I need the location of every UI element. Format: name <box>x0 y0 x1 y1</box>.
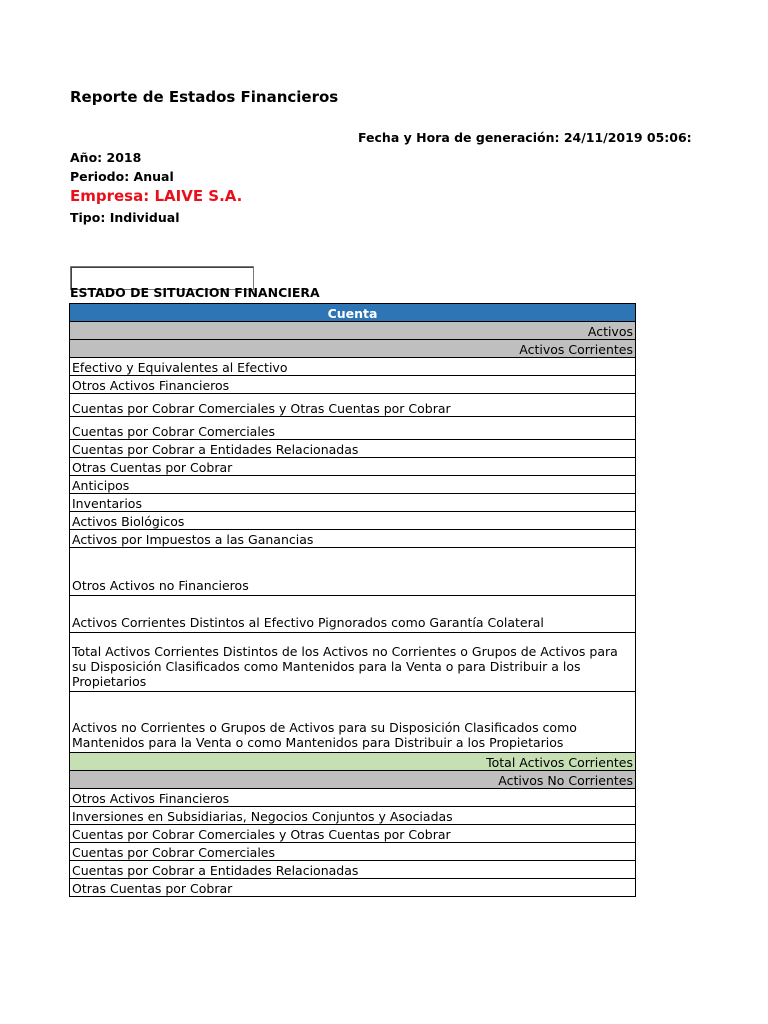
row-label: Total Activos Corrientes <box>70 753 636 771</box>
section-title: ESTADO DE SITUACION FINANCIERA <box>70 285 320 300</box>
table-row <box>70 376 636 394</box>
row-label: Total Activos Corrientes Distintos de los Activos no Corrientes o Grupos de Activos para su Disposición Clasificados como Mantenidos para la Venta o para Distribuir a los Propietarios <box>70 633 636 692</box>
period-label: Periodo: Anual <box>70 169 174 184</box>
row-label: Otras Cuentas por Cobrar <box>70 879 636 897</box>
report-title: Reporte de Estados Financieros <box>70 88 339 106</box>
table-row <box>70 476 636 494</box>
row-label: Inventarios <box>70 494 636 512</box>
type-label: Tipo: Individual <box>70 210 180 225</box>
table-row <box>70 358 636 376</box>
row-label: Cuentas por Cobrar Comerciales y Otras Cuentas por Cobrar <box>70 825 636 843</box>
table-row <box>70 879 636 897</box>
table-row-total <box>70 753 636 771</box>
row-label: Activos Biológicos <box>70 512 636 530</box>
row-label: Activos Corrientes Distintos al Efectivo Pignorados como Garantía Colateral <box>70 596 636 633</box>
row-label: Otros Activos Financieros <box>70 789 636 807</box>
table-row <box>70 494 636 512</box>
table-row <box>70 825 636 843</box>
table-row <box>70 596 636 633</box>
table-header-row <box>70 304 636 322</box>
row-label: Activos no Corrientes o Grupos de Activos para su Disposición Clasificados como Mantenidos para la Venta o como Mantenidos para Distribuir a los Propietarios <box>70 692 636 753</box>
table-row <box>70 771 636 789</box>
table-row <box>70 512 636 530</box>
row-label: Cuentas por Cobrar a Entidades Relacionadas <box>70 861 636 879</box>
row-label: Activos Corrientes <box>70 340 636 358</box>
financial-table <box>69 303 636 897</box>
row-label: Activos <box>70 322 636 340</box>
table-row <box>70 633 636 692</box>
row-label: Inversiones en Subsidiarias, Negocios Conjuntos y Asociadas <box>70 807 636 825</box>
table-row <box>70 807 636 825</box>
table-row <box>70 548 636 596</box>
table-row <box>70 394 636 417</box>
table-row <box>70 861 636 879</box>
row-label: Cuentas por Cobrar a Entidades Relacionadas <box>70 440 636 458</box>
table-row <box>70 458 636 476</box>
table-row <box>70 530 636 548</box>
row-label: Efectivo y Equivalentes al Efectivo <box>70 358 636 376</box>
table-row <box>70 322 636 340</box>
table-row <box>70 440 636 458</box>
row-label: Cuentas por Cobrar Comerciales <box>70 843 636 861</box>
row-label: Cuentas por Cobrar Comerciales y Otras Cuentas por Cobrar <box>70 394 636 417</box>
table-row <box>70 417 636 440</box>
year-label: Año: 2018 <box>70 150 142 165</box>
row-label: Activos por Impuestos a las Ganancias <box>70 530 636 548</box>
table-row <box>70 692 636 753</box>
row-label: Anticipos <box>70 476 636 494</box>
table-row <box>70 843 636 861</box>
row-label: Otros Activos Financieros <box>70 376 636 394</box>
row-label: Activos No Corrientes <box>70 771 636 789</box>
generation-timestamp: Fecha y Hora de generación: 24/11/2019 05:06: <box>358 130 692 145</box>
row-label: Cuentas por Cobrar Comerciales <box>70 417 636 440</box>
table-row <box>70 340 636 358</box>
row-label: Otras Cuentas por Cobrar <box>70 458 636 476</box>
column-header-cuenta: Cuenta <box>70 304 636 322</box>
table-row <box>70 789 636 807</box>
company-label: Empresa: LAIVE S.A. <box>70 187 243 205</box>
row-label: Otros Activos no Financieros <box>70 548 636 596</box>
